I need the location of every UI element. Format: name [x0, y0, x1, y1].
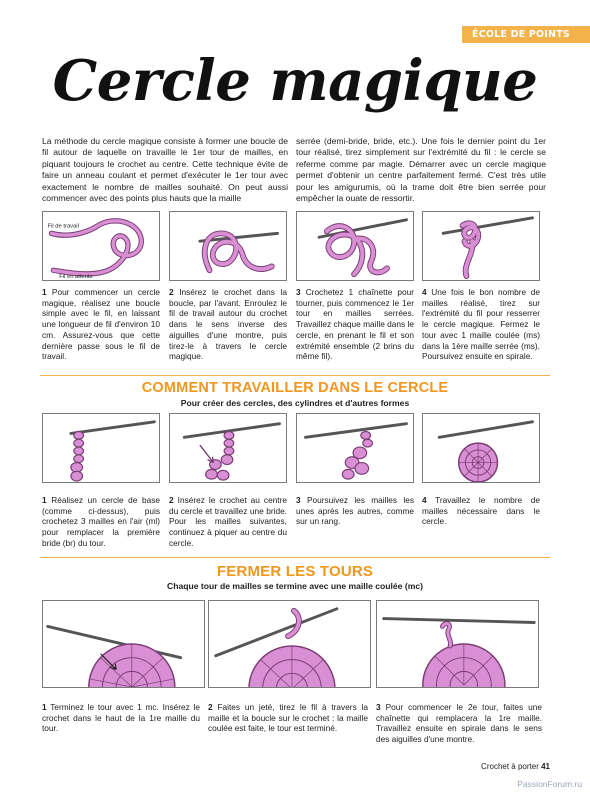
illustration-work-2 [169, 413, 287, 483]
page-number: 41 [541, 762, 550, 771]
section-divider [40, 557, 550, 558]
close-caption-2: 2 Faites un jeté, tirez le fil à travers la maille et la boucle sur le crochet : la maille coulée est faite, le tour est terminé. [208, 702, 368, 734]
step1-caption-2: 2 Insérez le crochet dans la boucle, par l'avant. Enroulez le fil de travail autour du crochet dans le sens inverse des aiguilles d'une montre, puis tirez-le à travers le cercle magique. [169, 287, 287, 362]
page-footer [464, 762, 550, 771]
step1-caption-1: 1 Pour commencer un cercle magique, réalisez une boucle simple avec le fil, en laissant une longueur de fil d'environ 10 cm. Assurez-vous que cette dernière passe sous le fil de travail. [42, 287, 160, 362]
section-heading-work: COMMENT TRAVAILLER DANS LE CERCLE [141, 380, 449, 396]
step1-caption-3: 3 Crochetez 1 chaînette pour tourner, puis commencez le 1er tour en mailles serrées. Travaillez chaque maille dans le cercle, en prenant le fil et son extrémité ensemble (2 brins du même fil). [296, 287, 414, 362]
intro-left: La méthode du cercle magique consiste à former une boucle de fil autour de laquelle on travaille le 1er tour de mailles, en piquant toujours le crochet au centre. Cette technique évite de faire un anneau coulant et permet d'exécuter le 1er tour avec exactement le nombre de mailles souhaité. On peut aussi commencer avec des points plus hauts que la maille [42, 136, 288, 204]
work-caption-2: 2 Insérez le crochet au centre du cercle et travaillez une bride. Pour les mailles suivantes, continuez à piquer au centre du cercle. [169, 495, 287, 548]
section-subheading-work: Pour créer des cercles, des cylindres et d'autres formes [180, 398, 410, 408]
close-caption-1: 1 Terminez le tour avec 1 mc. Insérez le crochet dans le haut de la 1re maille du tour. [42, 702, 200, 734]
close-caption-3: 3 Pour commencer le 2e tour, faites une chaînette qui remplacera la 1re maille. Travaillez ensuite en spirale dans le sens des aiguilles d'une montre. [376, 702, 542, 745]
step1-caption-4: 4 Une fois le bon nombre de mailles réalisé, tirez sur l'extrémité du fil pour resserrer le cercle magique. Fermez le tour avec 1 maille coulée (ms) dans la 1ère maille serrée (ms). Poursuivez ensuite en spirale. [422, 287, 540, 362]
illustration-work-1 [42, 413, 160, 483]
magazine-name: Crochet à porter [481, 762, 539, 771]
work-caption-1: 1 Réalisez un cercle de base (comme ci-dessus), puis crochetez 3 mailles en l'air (ml) pour remplacer la première bride (br) du tour. [42, 495, 160, 548]
label-working-yarn: Fil de travail [47, 223, 79, 230]
illustration-close-3 [376, 600, 539, 688]
illustration-work-3 [296, 413, 414, 483]
work-caption-4: 4 Travaillez le nombre de mailles nécessaire dans le cercle. [422, 495, 540, 527]
illustration-magic-ring-2 [169, 211, 287, 281]
label-tail-yarn: Fil en attente [59, 274, 93, 280]
section-tag: ÉCOLE DE POINTS [462, 26, 590, 43]
illustration-magic-ring-3 [296, 211, 414, 281]
illustration-work-4 [422, 413, 540, 483]
illustration-close-1 [42, 600, 205, 688]
section-divider [40, 375, 550, 376]
intro-right: serrée (demi-bride, bride, etc.). Une fois le dernier point du 1er tour réalisé, tirez simplement sur l'extrémité du fil : le cercle se referme comme par magie. Démarrer avec un cercle magique permet d'obtenir un centre parfaitement fermé. C'est très utile pour les amigurumis, où la trame doit être bien serrée pour empêcher la ouate de ressortir. [296, 136, 546, 204]
section-heading-close: FERMER LES TOURS [216, 563, 374, 580]
illustration-magic-ring-4 [422, 211, 540, 281]
watermark: PassionForum.ru [517, 779, 582, 789]
work-caption-3: 3 Poursuivez les mailles les unes après les autres, comme sur un rang. [296, 495, 414, 527]
illustration-close-2 [208, 600, 371, 688]
illustration-magic-ring-1 [42, 211, 160, 281]
page-title: Cercle magique [52, 48, 538, 114]
section-subheading-close: Chaque tour de mailles se termine avec une maille coulée (mc) [167, 581, 423, 591]
